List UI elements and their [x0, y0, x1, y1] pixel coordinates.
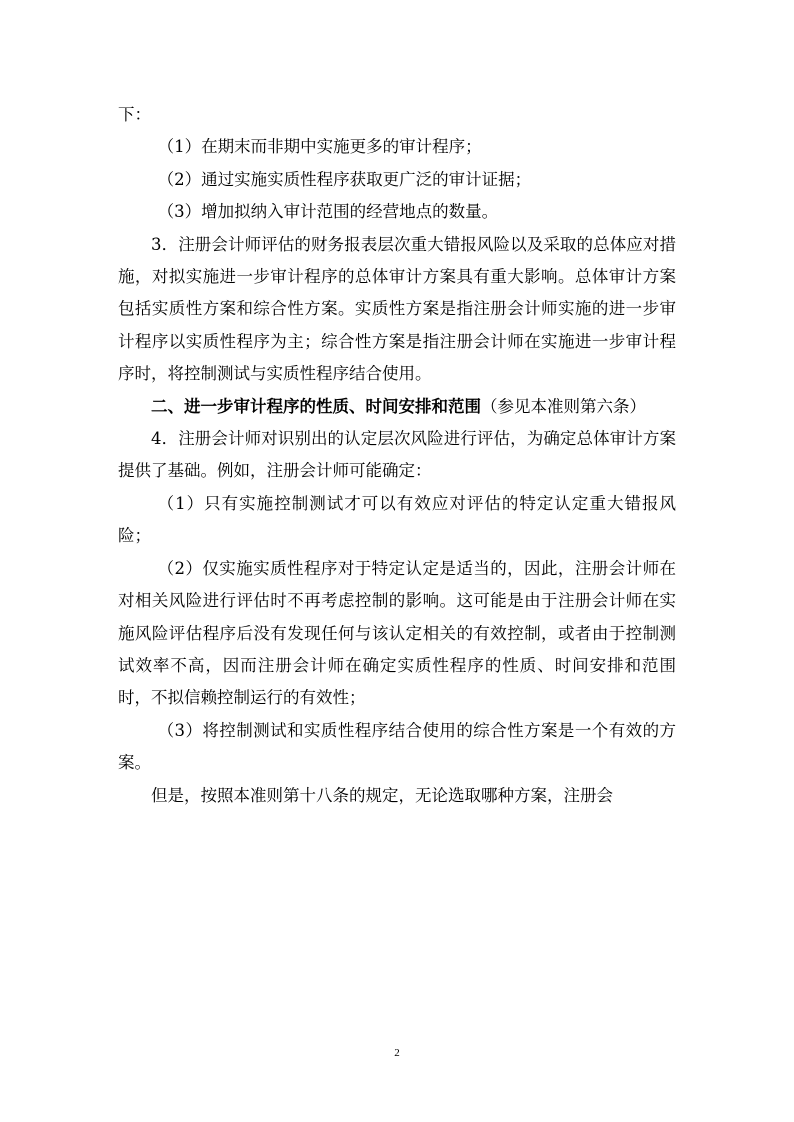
section-heading — [118, 391, 676, 423]
list-item-3: （3）增加拟纳入审计范围的经营地点的数量。 — [157, 202, 499, 222]
page-number: 2 — [394, 1047, 400, 1059]
list-item-1: （1）在期末而非期中实施更多的审计程序； — [157, 137, 482, 157]
paragraph-continuation: 下： — [118, 105, 151, 124]
paragraph-final: 但是，按照本准则第十八条的规定，无论选取哪种方案，注册会 — [151, 785, 613, 805]
list-item-4-3: （3）将控制测试和实质性程序结合使用的综合性方案是一个有效的方案。 — [118, 720, 676, 773]
section-heading-reference: （参见本准则第六条） — [481, 396, 646, 416]
paragraph-4: 4．注册会计师对识别出的认定层次风险进行评估，为确定总体审计方案提供了基础。例如，注册会计师可能确定： — [118, 429, 676, 481]
list-item-4-1: （1）只有实施控制测试才可以有效应对评估的特定认定重大错报风险； — [118, 493, 676, 546]
document-body — [118, 99, 676, 812]
section-heading-title: 二、进一步审计程序的性质、时间安排和范围 — [151, 396, 481, 416]
paragraph-3: 3．注册会计师评估的财务报表层次重大错报风险以及采取的总体应对措施，对拟实施进一步审计程序的总体审计方案具有重大影响。总体审计方案包括实质性方案和综合性方案。实质性方案是指注册会计师实施的进一步审计程序以实质性程序为主；综合性方案是指注册会计师在实施进一步审计程序时，将控制测试与实质性程序结合使用。 — [118, 234, 676, 384]
list-item-4-2: （2）仅实施实质性程序对于特定认定是适当的，因此，注册会计师在对相关风险进行评估时不再考虑控制的影响。这可能是由于注册会计师在实施风险评估程序后没有发现任何与该认定相关的有效控制，或者由于控制测试效率不高，因而注册会计师在确定实质性程序的性质、时间安排和范围时，不拟信赖控制运行的有效性； — [118, 558, 676, 708]
list-item-2: （2）通过实施实质性程序获取更广泛的审计证据； — [157, 169, 532, 189]
